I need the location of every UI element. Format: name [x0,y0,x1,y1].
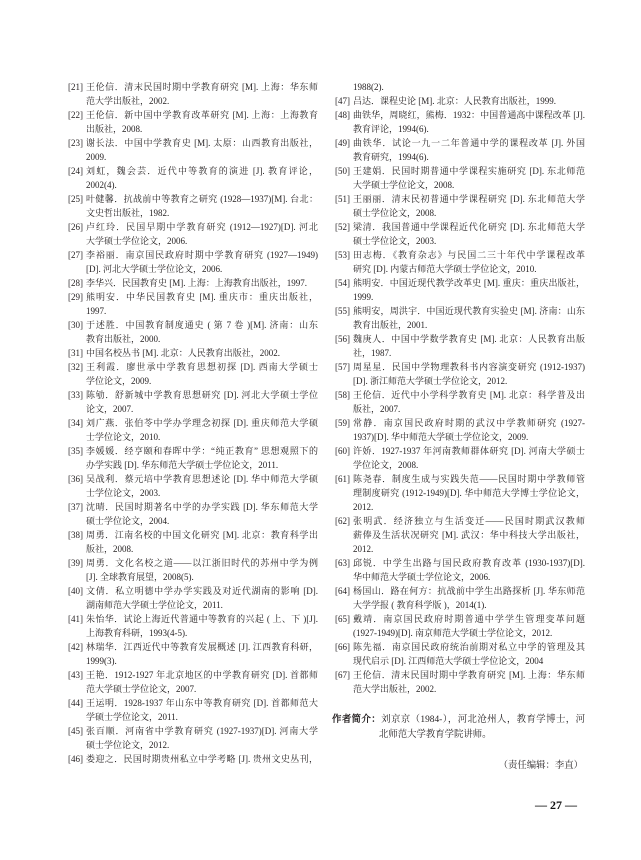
reference-item [335,416,585,444]
reference-item [335,136,585,164]
reference-line: 大学学报 ( 教育科学版 )，2014(1). [353,600,487,610]
reference-item [335,220,585,248]
reference-number: [47] [335,96,350,106]
reference-number: [28] [68,278,83,288]
reference-line: 2009. [86,152,107,162]
reference-item [68,724,318,752]
reference-number: [57] [335,362,350,372]
reference-line: 2002(4). [86,180,117,190]
author-bio-line [332,713,585,728]
reference-number: [55] [335,306,350,316]
reference-number: [45] [68,726,83,736]
reference-number: [62] [335,516,350,526]
reference-number: [35] [68,446,83,456]
reference-line: 张明武．经济独立与生活变迁——民国时期武汉教师 [353,516,585,526]
page-number: — 27 — [535,798,577,812]
reference-line: 版社，2008. [86,544,134,554]
reference-item [68,640,318,668]
reference-line: 刘广燕．张伯苓中学办学理念初探 [D]. 重庆师范大学硕 [86,418,318,428]
reference-line: 王伦信．新中国中学教育改革研究 [M]. 上海：上海教育 [86,110,318,120]
reference-item [68,416,318,444]
reference-item [335,248,585,276]
reference-line: 王伦信．清末民国时期中学教育研究 [M]. 上海：华东师 [86,82,318,92]
reference-number: [65] [335,614,350,624]
author-bio [332,713,585,743]
reference-continuation [335,80,585,94]
reference-line: 戴靖．南京国民政府时期普通中学学生管理变革问题 [353,614,585,624]
reference-number: [29] [68,292,83,302]
reference-item [335,332,585,360]
reference-number: [32] [68,362,83,372]
reference-item [68,668,318,696]
reference-item [68,696,318,724]
reference-item [335,192,585,220]
reference-number: [54] [335,278,350,288]
reference-number: [63] [335,558,350,568]
author-bio-label: 作者简介： [332,715,382,725]
reference-line: 大学硕士学位论文，2006. [86,236,188,246]
reference-line: 范大学出版社，2002. [86,96,170,106]
reference-line: 吕达．课程史论 [M]. 北京：人民教育出版社，1999. [353,96,556,106]
reference-item [68,164,318,192]
reference-line: 朱怡华．试论上海近代普通中等教育的兴起 ( 上、下 )[J]. [86,614,318,624]
reference-line: 谢长法．中国中学教育史 [M]. 太原：山西教育出版社， [86,138,318,148]
reference-line: 李媛媛．经亨颐和春晖中学：“纯正教育” 思想观照下的 [86,446,318,456]
reference-line: 曲铁华．试论一九一二年普通中学的课程改革 [J]. 外国 [353,138,585,148]
reference-line: 硕士学位论文，2003. [353,236,437,246]
reference-line: 常静．南京国民政府时期的武汉中学教师研究 (1927- [353,418,585,428]
reference-line: 李华兴．民国教育史 [M]. 上海：上海教育出版社，1997. [86,278,307,288]
reference-number: [43] [68,670,83,680]
reference-number: [56] [335,334,350,344]
reference-number: [26] [68,222,83,232]
reference-item [335,388,585,416]
reference-item [68,220,318,248]
reference-number: [44] [68,698,83,708]
reference-item [335,276,585,304]
reference-line: 范大学出版社，2002. [353,684,437,694]
reference-item [335,444,585,472]
reference-number: [40] [68,586,83,596]
reference-line: 湖南师范大学硕士学位论文，2011. [86,600,223,610]
reference-item [68,318,318,346]
reference-item [68,248,318,276]
reference-line: 硕士学位论文，2008. [353,208,437,218]
reference-line: 办学实践 [D]. 华东师范大学硕士学位论文，2011. [86,460,279,470]
reference-line: [D]. 浙江师范大学硕士学位论文，2012. [353,376,508,386]
reference-item [68,752,318,766]
reference-line: 王利霞．廖世承中学教育思想初探 [D]. 西南大学硕士 [86,362,318,372]
reference-line: 田志梅．《教育杂志》与民国二三十年代中学课程改革 [353,250,585,260]
reference-line: 魏庚人．中国中学数学教育史 [M]. 北京：人民教育出版 [353,334,585,344]
reference-line: 士学位论文，2010. [86,432,161,442]
reference-item [68,108,318,136]
reference-line: 学位论文，2008. [353,460,419,470]
reference-line: 中国名校丛书 [M]. 北京：人民教育出版社，2002. [86,348,280,358]
reference-line: 张百顺．河南省中学教育研究 (1927-1937)[D]. 河南大学 [86,726,318,736]
reference-number: [36] [68,474,83,484]
reference-number: [66] [335,642,350,652]
reference-line: 王运明．1928-1937 年山东中等教育研究 [D]. 首都师范大 [86,698,318,708]
reference-item [68,192,318,220]
reference-item [68,500,318,528]
reference-item [335,514,585,556]
reference-line: 王丽丽．清末民初普通中学课程研究 [D]. 东北师范大学 [353,194,585,204]
reference-number: [53] [335,250,350,260]
reference-line: 熊明安．中国近现代教学改革史 [M]. 重庆：重庆出版社， [353,278,585,288]
reference-line: 吴战利．蔡元培中学教育思想述论 [D]. 华中师范大学硕 [86,474,318,484]
reference-line: 论文，2007. [86,404,134,414]
reference-line: 陈劬．舒新城中学教育思想研究 [D]. 河北大学硕士学位 [86,390,318,400]
reference-line: 曲铁华，周晓红，熊梅．1932：中国普通高中课程改革 [J]. [353,110,585,120]
reference-number: [41] [68,614,83,624]
reference-item [335,108,585,136]
reference-item [335,472,585,514]
references-left-column [68,80,318,766]
reference-line: 卢红玲．民国早期中学教育研究 (1912—1927)[D]. 河北 [86,222,318,232]
reference-line: (1927-1949)[D]. 南京师范大学硕士学位论文，2012. [353,628,553,638]
reference-number: [42] [68,642,83,652]
reference-item [335,640,585,668]
reference-item [68,346,318,360]
reference-number: [58] [335,390,350,400]
reference-line: 1937)[D]. 华中师范大学硕士学位论文，2009. [353,432,529,442]
reference-line: 于述胜．中国教育制度通史 ( 第 7 卷 )[M]. 济南：山东 [86,320,318,330]
reference-line: [J]. 全球教育展望，2008(5). [86,572,194,582]
reference-number: [37] [68,502,83,512]
reference-line: 学位论文，2009. [86,376,152,386]
reference-number: [64] [335,586,350,596]
reference-item [68,136,318,164]
reference-line: 娄迎之．民国时期贵州私立中学考略 [J]. 贵州文史丛刊， [86,754,318,764]
reference-line: 梁清．我国普通中学课程近代化研究 [D]. 东北师范大学 [353,222,585,232]
reference-line: 周星星．民国中学物理教科书内容演变研究 (1912-1937) [353,362,585,372]
reference-line: 周勇．江南名校的中国文化研究 [M]. 北京：教育科学出 [86,530,318,540]
reference-item [68,444,318,472]
reference-line: 熊明安．中华民国教育史 [M]. 重庆市：重庆出版社， [86,292,318,302]
reference-line: 林瑞华．江西近代中等教育发展概述 [J]. 江西教育科研， [86,642,318,652]
reference-line: 硕士学位论文，2012. [86,740,170,750]
reference-line: 王伦信．近代中小学科学教育史 [M]. 北京：科学普及出 [353,390,585,400]
reference-item [68,80,318,108]
reference-item [68,472,318,500]
reference-line: 硕士学位论文，2004. [86,516,170,526]
author-bio-text: 刘京京（1984-），河北沧州人，教育学博士，河 [381,715,585,725]
reference-line: 1999. [353,292,374,302]
reference-line: 士学位论文，2003. [86,488,161,498]
reference-item [68,388,318,416]
author-bio-text: 北师范大学教育学院讲师。 [379,730,492,740]
reference-item [335,94,585,108]
author-bio-line [332,728,585,743]
reference-number: [59] [335,418,350,428]
reference-line: 文倩．私立明德中学办学实践及对近代湖南的影响 [D]. [86,586,318,596]
reference-line: 大学硕士学位论文，2008. [353,180,455,190]
reference-line: 2012. [353,544,374,554]
reference-line: 杨国山．路在何方：抗战前中学生出路探析 [J]. 华东师范 [353,586,585,596]
reference-line: 社，1987. [353,348,392,358]
reference-number: [25] [68,194,83,204]
reference-number: [46] [68,754,83,764]
reference-number: [48] [335,110,350,120]
reference-line: 华中师范大学硕士学位论文，2006. [353,572,491,582]
reference-line: 2012. [353,502,374,512]
reference-number: [23] [68,138,83,148]
reference-number: [24] [68,166,83,176]
reference-number: [38] [68,530,83,540]
reference-line: 教育出版社，2001. [353,320,428,330]
reference-line: 王建娟．民国时期普通中学课程实施研究 [D]. 东北师范 [353,166,585,176]
reference-item [335,360,585,388]
reference-number: [27] [68,250,83,260]
reference-line: [D]. 河北大学硕士学位论文，2006. [86,264,223,274]
reference-number: [51] [335,194,350,204]
reference-line: 熊明安，周洪宇．中国近现代教育实验史 [M]. 济南：山东 [353,306,585,316]
reference-item [68,528,318,556]
reference-line: 教育出版社，2000. [86,334,161,344]
reference-number: [21] [68,82,83,92]
reference-line: 文史哲出版社，1982. [86,208,170,218]
reference-number: [52] [335,222,350,232]
reference-line: 理制度研究 (1912-1949)[D]. 华中师范大学博士学位论文， [353,488,585,498]
reference-line: 陈尧春．制度生成与实践失范——民国时期中学教师管 [353,474,585,484]
reference-line: 现代启示 [D]. 江西师范大学硕士学位论文，2004 [353,656,544,666]
reference-line: 1997. [86,306,107,316]
reference-line: 沈晴．民国时期著名中学的办学实践 [D]. 华东师范大学 [86,502,318,512]
reference-item [335,556,585,584]
reference-line: 出版社，2008. [86,124,143,134]
reference-line: 陈先福．南京国民政府统治前期对私立中学的管理及其 [353,642,585,652]
reference-line: 研究 [D]. 内蒙古师范大学硕士学位论文，2010. [353,264,537,274]
reference-number: [67] [335,670,350,680]
reference-line: 叶健馨．抗战前中等教育之研究 (1928—1937)[M]. 台北： [86,194,318,204]
reference-line: 教育评论，1994(6). [353,124,429,134]
reference-line: 许娇．1927-1937 年河南教师群体研究 [D]. 河南大学硕士 [353,446,585,456]
reference-item [335,584,585,612]
reference-line: 王伦信．清末民国时期中学教育研究 [M]. 上海：华东师 [353,670,585,680]
reference-line: 周勇．文化名校之道——以江浙旧时代的苏州中学为例 [86,558,318,568]
reference-line: 上海教育科研，1993(4-5). [86,628,188,638]
reference-line: 李裕丽．南京国民政府时期中学教育研究 (1927—1949) [86,250,318,260]
reference-item [335,164,585,192]
reference-line: 教育研究，1994(6). [353,152,429,162]
reference-item [335,304,585,332]
reference-number: [31] [68,348,83,358]
reference-item [68,360,318,388]
reference-item [68,290,318,318]
reference-number: [61] [335,474,350,484]
reference-line: 1999(3). [86,656,117,666]
references-right-column [335,80,585,696]
reference-line: 薪俸及生活状况研究 [M]. 武汉：华中科技大学出版社， [353,530,585,540]
reference-line: 1988(2). [353,82,384,92]
reference-number: [49] [335,138,350,148]
reference-item [68,556,318,584]
reference-item [68,584,318,612]
reference-line: 版社，2007. [353,404,401,414]
reference-number: [34] [68,418,83,428]
reference-line: 刘虹，魏会芸．近代中等教育的演进 [J]. 教育评论， [86,166,318,176]
reference-number: [60] [335,446,350,456]
reference-line: 范大学硕士学位论文，2007. [86,684,197,694]
reference-number: [50] [335,166,350,176]
reference-item [335,668,585,696]
reference-line: 学硕士学位论文，2011. [86,712,178,722]
reference-number: [22] [68,110,83,120]
reference-item [68,276,318,290]
reference-line: 邱锐．中学生出路与国民政府教育改革 (1930-1937)[D]. [353,558,585,568]
responsible-editor-note: （责任编辑：李直） [498,761,583,771]
reference-item [335,612,585,640]
reference-number: [39] [68,558,83,568]
reference-number: [33] [68,390,83,400]
reference-line: 王艳．1912-1927 年北京地区的中学教育研究 [D]. 首都师 [86,670,318,680]
reference-item [68,612,318,640]
reference-number: [30] [68,320,83,330]
